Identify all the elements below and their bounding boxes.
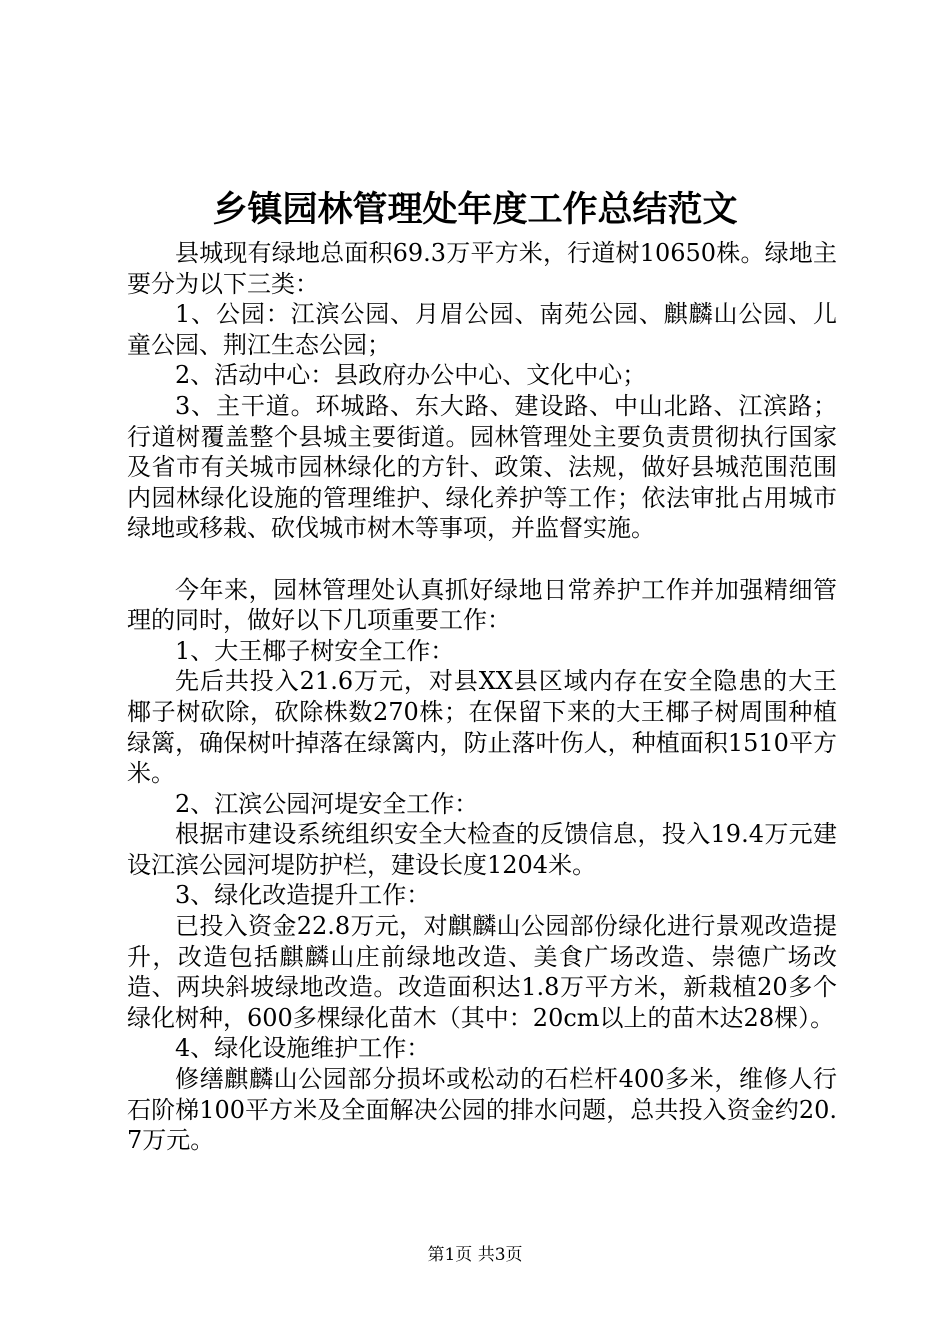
paragraph-riverbank-safety: 根据市建设系统组织安全大检查的反馈信息，投入19.4万元建设江滨公园河堤防护栏，建设长度1204米。 <box>127 820 837 879</box>
paragraph-green-area-overview: 县城现有绿地总面积69.3万平方米，行道树10650株。绿地主要分为以下三类： <box>127 239 837 298</box>
heading-riverbank-safety: 2、江滨公园河堤安全工作： <box>175 789 479 818</box>
paragraph-activity-centers: 2、活动中心：县政府办公中心、文化中心； <box>175 361 647 390</box>
paragraph-facility-maintenance: 修缮麒麟山公园部分损坏或松动的石栏杆400多米，维修人行石阶梯100平方米及全面解决公园的排水问题，总共投入资金约20.7万元。 <box>127 1065 837 1155</box>
heading-facility-maintenance: 4、绿化设施维护工作： <box>175 1034 431 1063</box>
paragraph-palm-safety: 先后共投入21.6万元，对县XX县区域内存在安全隐患的大王椰子树砍除，砍除株数270株；在保留下来的大王椰子树周围种植绿篱，确保树叶掉落在绿篱内，防止落叶伤人，种植面积1510平方米。 <box>127 667 837 788</box>
paragraph-greening-upgrade: 已投入资金22.8万元，对麒麟山公园部份绿化进行景观改造提升，改造包括麒麟山庄前绿地改造、美食广场改造、崇德广场改造、两块斜坡绿地改造。改造面积达1.8万平方米，新栽植20多个绿化树种，600多棵绿化苗木（其中：20cm以上的苗木达28棵）。 <box>127 912 837 1032</box>
page-number-footer: 第1页 共3页 <box>427 1245 523 1265</box>
document-title: 乡镇园林管理处年度工作总结范文 <box>212 189 738 230</box>
heading-palm-safety: 1、大王椰子树安全工作： <box>175 636 455 665</box>
document-body <box>127 238 837 1156</box>
paragraph-year-intro: 今年来，园林管理处认真抓好绿地日常养护工作并加强精细管理的同时，做好以下几项重要工作： <box>127 575 837 635</box>
paragraph-parks: 1、公园：江滨公园、月眉公园、南苑公园、麒麟山公园、儿童公园、荆江生态公园； <box>127 300 837 359</box>
heading-greening-upgrade: 3、绿化改造提升工作： <box>175 881 431 910</box>
paragraph-spacer <box>127 544 837 575</box>
paragraph-main-roads: 3、主干道。环城路、东大路、建设路、中山北路、江滨路；行道树覆盖整个县城主要街道。园林管理处主要负责贯彻执行国家及省市有关城市园林绿化的方针、政策、法规，做好县城范围范围内园林绿化设施的管理维护、绿化养护等工作；依法审批占用城市绿地或移栽、砍伐城市树木等事项，并监督实施。 <box>127 391 837 543</box>
